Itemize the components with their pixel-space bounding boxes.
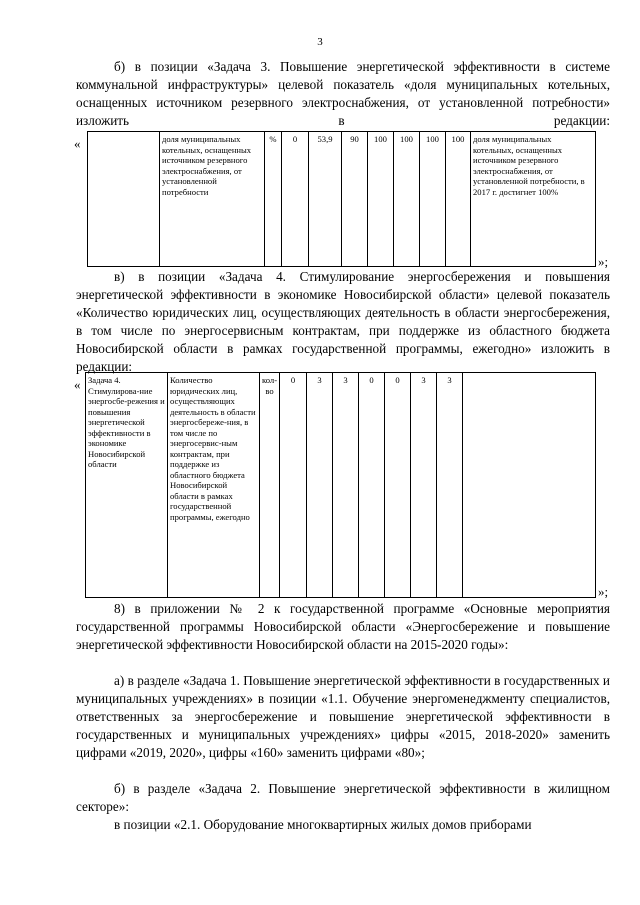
table2-cell-value: 3: [307, 373, 333, 598]
table1-cell-value: 0: [282, 132, 309, 267]
paragraph-position-2-1: в позиции «2.1. Оборудование многоквартирных жилых домов приборами: [114, 817, 532, 832]
table2-cell-indicator: Количество юридических лиц, осуществляющих деятельность в области энергосбереже-ния, в том числе по энергосервис-ным контрактам, при поддержке из областного бюджета Новосибирской области в рамках государственной программы, ежегодно: [168, 373, 260, 598]
table2-cell-unit: кол-во: [260, 373, 280, 598]
paragraph-task3: б) в позиции «Задача 3. Повышение энергетической эффективности в системе коммунальной инфраструктуры» целевой показатель «доля муниципальных котельных, оснащенных источником резервного электроснабжения, от установленной потребности» изложить в редакции:: [76, 59, 610, 128]
table1-cell-value: 100: [446, 132, 471, 267]
table2-cell-value: 3: [411, 373, 437, 598]
table2-cell-value: 0: [385, 373, 411, 598]
table1-cell-value: 90: [342, 132, 368, 267]
table2-cell-value: 0: [359, 373, 385, 598]
close-quote-table1: »;: [598, 254, 609, 269]
table1-cell-value: 100: [368, 132, 394, 267]
open-quote-table1: «: [74, 136, 81, 151]
table1-cell-value: 100: [420, 132, 446, 267]
table2-cell-value: 0: [280, 373, 307, 598]
table2-cell-value: 3: [437, 373, 463, 598]
table2-cell-note: [463, 373, 596, 598]
table-task3-indicator: [87, 131, 596, 267]
open-quote-table2: «: [74, 377, 81, 392]
page-number: 3: [317, 36, 323, 48]
table1-cell-indicator: доля муниципальных котельных, оснащенных источником резервного электроснабжения, от установленной потребности: [160, 132, 265, 267]
table1-cell-note: доля муниципальных котельных, оснащенных источником резервного электроснабжения, от установленной потребности, в 2017 г. достигнет 100%: [471, 132, 596, 267]
table1-cell-value: 53,9: [309, 132, 342, 267]
paragraph-section-task1: а) в разделе «Задача 1. Повышение энергетической эффективности в государственных и муниципальных учреждениях» в позиции «1.1. Обучение энергоменеджменту специалистов, ответственных за энергосбережение и повышение энергетической эффективности в государственных и муниципальных учреждениях» цифры «2015, 2018-2020» заменить цифрами «2019, 2020», цифры «160» заменить цифрами «80»;: [76, 673, 610, 760]
close-quote-table2: »;: [598, 584, 609, 599]
table-task4-indicator: [85, 372, 596, 598]
table2-cell-value: 3: [333, 373, 359, 598]
table1-cell-unit: %: [265, 132, 282, 267]
table1-cell-task: [88, 132, 160, 267]
paragraph-section-task2: б) в разделе «Задача 2. Повышение энергетической эффективности в жилищном секторе»:: [76, 781, 610, 814]
paragraph-appendix2: 8) в приложении № 2 к государственной программе «Основные мероприятия государственной программы Новосибирской области «Энергосбережение и повышение энергетической эффективности Новосибирской области на 2015-2020 годы»:: [76, 601, 610, 652]
paragraph-task4: в) в позиции «Задача 4. Стимулирование энергосбережения и повышения энергетической эффективности в экономике Новосибирской области» целевой показатель «Количество юридических лиц, осуществляющих деятельность в области энергосбережения, в том числе по энергосервисным контрактам, при поддержке из областного бюджета Новосибирской области в рамках государственной программы, ежегодно» изложить в редакции:: [76, 269, 610, 374]
table1-cell-value: 100: [394, 132, 420, 267]
table2-cell-task: Задача 4. Стимулирова-ние энергосбе-режения и повышения энергетической эффективности в экономике Новосибирской области: [86, 373, 168, 598]
